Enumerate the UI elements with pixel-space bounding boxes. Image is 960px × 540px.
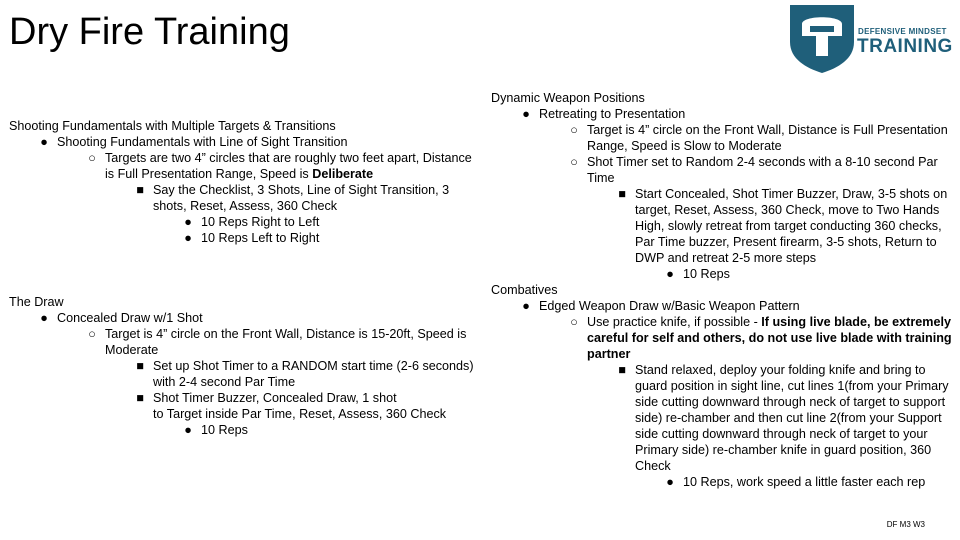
dwp-procedure-text: Start Concealed, Shot Timer Buzzer, Draw, 3-5 shots on target, Reset, Assess, 360 Check, move to Two Hands High, slowly retreat from target conducting 360 checks, Par Time buzzer, Present firearm, 3-5 shots, Return to DWP and retreat 2-5 more steps [635, 187, 948, 265]
draw-heading: The Draw [9, 295, 64, 309]
defensive-mindset-training-logo [788, 2, 958, 74]
dwp-retreating-text: Retreating to Presentation [539, 107, 686, 121]
list-item [522, 298, 953, 314]
fundamentals-checklist-text: Say the Checklist, 3 Shots, Line of Sight Transition, 3 shots, Reset, Assess, 360 Check [153, 183, 450, 213]
bullet-dot-icon: ● [184, 215, 192, 229]
list-item [570, 122, 953, 154]
draw-buzzer-line1: Shot Timer Buzzer, Concealed Draw, 1 shot [153, 391, 397, 405]
bullet-dot-icon: ● [184, 231, 192, 245]
list-item [88, 326, 479, 358]
bullet-dot-icon: ● [184, 423, 192, 437]
left-column [9, 118, 479, 438]
fundamentals-heading: Shooting Fundamentals with Multiple Targets & Transitions [9, 119, 336, 133]
list-item [522, 106, 953, 122]
list-item [570, 314, 953, 362]
draw-concealed-text: Concealed Draw w/1 Shot [57, 311, 203, 325]
combatives-procedure-text: Stand relaxed, deploy your folding knife and bring to guard position in sight line, cut lines 1(from your Primary side cutting downward through neck of target to support side) re-chamber and then cut line 2(from your Support side cutting downward through neck of target to your Primary side) re-chamber knife in guard position, 360 Check [635, 363, 949, 473]
bullet-dot-icon: ● [522, 107, 530, 121]
logo-line2: TRAINING [857, 36, 953, 57]
draw-target-text: Target is 4” circle on the Front Wall, Distance is 15-20ft, Speed is Moderate [105, 327, 467, 357]
list-item [184, 214, 479, 230]
fundamentals-targets-text: Targets are two 4” circles that are roughly two feet apart, Distance is Full Presentation Range, Speed is [105, 151, 472, 181]
bullet-dot-icon: ● [522, 299, 530, 313]
bullet-circle-icon: ○ [570, 123, 578, 137]
fundamentals-reps-left-right: 10 Reps Left to Right [201, 231, 320, 245]
combatives-practice-knife-text: Use practice knife, if possible - [587, 315, 762, 329]
list-item [618, 362, 953, 474]
right-column [491, 90, 953, 490]
dwp-target-text: Target is 4” circle on the Front Wall, Distance is Full Presentation Range, Speed is Slow to Moderate [587, 123, 948, 153]
combatives-reps-text: 10 Reps, work speed a little faster each rep [683, 475, 926, 489]
bullet-dot-icon: ● [666, 475, 674, 489]
fundamentals-line-of-sight: Shooting Fundamentals with Line of Sight Transition [57, 135, 348, 149]
bullet-circle-icon: ○ [88, 327, 96, 341]
list-item [666, 266, 953, 282]
list-item [618, 186, 953, 266]
draw-reps-text: 10 Reps [201, 423, 248, 437]
list-item [88, 150, 479, 182]
draw-timer-setup-text: Set up Shot Timer to a RANDOM start time (2-6 seconds) with 2-4 second Par Time [153, 359, 474, 389]
bullet-square-icon: ■ [618, 187, 626, 201]
list-item [570, 154, 953, 186]
fundamentals-reps-right-left: 10 Reps Right to Left [201, 215, 320, 229]
draw-buzzer-line2: to Target inside Par Time, Reset, Assess, 360 Check [153, 407, 447, 421]
list-item [666, 474, 953, 490]
list-item [40, 310, 479, 326]
slide-title: Dry Fire Training [9, 11, 290, 53]
bullet-dot-icon: ● [666, 267, 674, 281]
logo-line1: DEFENSIVE MINDSET [858, 27, 947, 36]
list-item [136, 358, 479, 390]
bullet-circle-icon: ○ [570, 155, 578, 169]
list-item [136, 182, 479, 214]
combatives-edged-weapon-text: Edged Weapon Draw w/Basic Weapon Pattern [539, 299, 800, 313]
bullet-square-icon: ■ [136, 391, 144, 405]
dwp-reps-text: 10 Reps [683, 267, 730, 281]
bullet-square-icon: ■ [136, 359, 144, 373]
list-item [184, 230, 479, 246]
list-item [184, 422, 479, 438]
slide-footer-code: DF M3 W3 [886, 520, 925, 529]
bullet-square-icon: ■ [136, 183, 144, 197]
bullet-dot-icon: ● [40, 311, 48, 325]
bullet-circle-icon: ○ [570, 315, 578, 329]
list-item [40, 134, 479, 150]
bullet-square-icon: ■ [618, 363, 626, 377]
fundamentals-speed-bold: Deliberate [312, 167, 374, 181]
bullet-circle-icon: ○ [88, 151, 96, 165]
combatives-warning-bold: If using live blade, be extremely careful for self and others, do not use live blade with training partner [587, 315, 952, 361]
list-item [136, 390, 479, 422]
combatives-heading: Combatives [491, 283, 558, 297]
dwp-timer-text: Shot Timer set to Random 2-4 seconds with a 8-10 second Par Time [587, 155, 938, 185]
bullet-dot-icon: ● [40, 135, 48, 149]
dwp-heading: Dynamic Weapon Positions [491, 91, 645, 105]
